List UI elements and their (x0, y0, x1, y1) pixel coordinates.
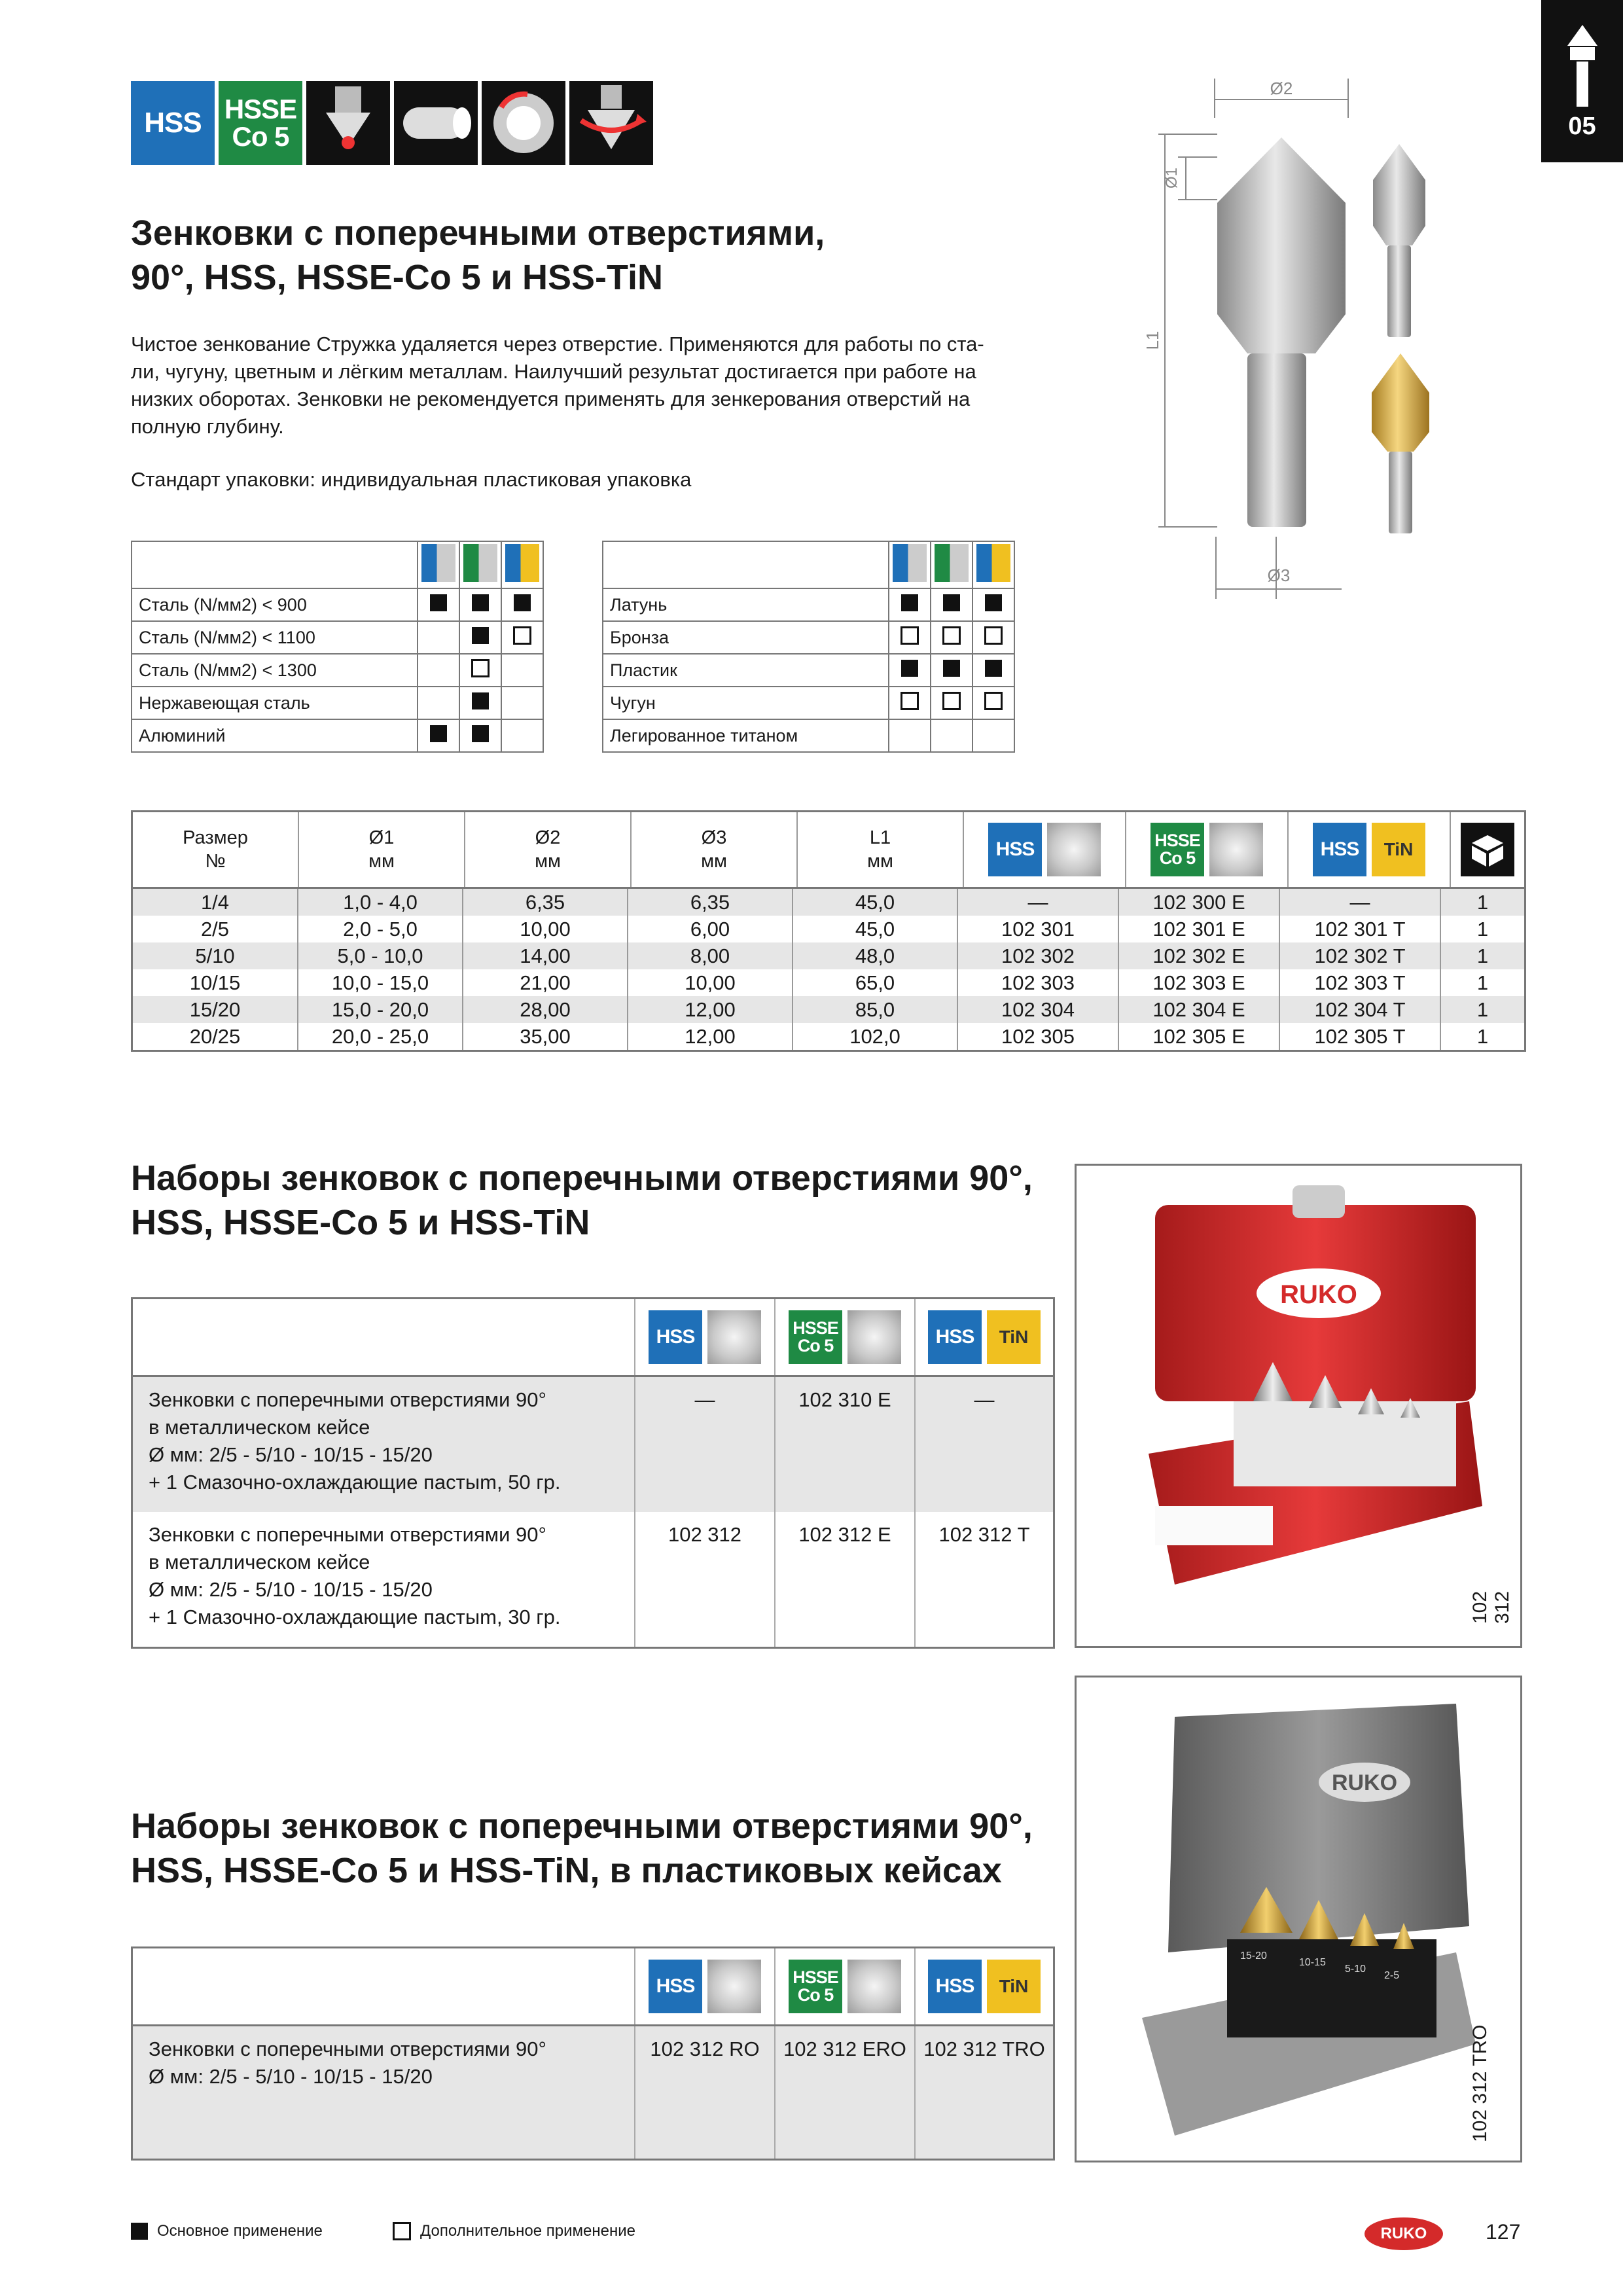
ruko-logo: RUKO (1364, 2217, 1443, 2250)
col-header-hsse: HSSE Co 5 (1125, 812, 1287, 887)
case-logo: RUKO (1331, 1770, 1398, 1795)
material-row: Сталь (N/мм2) < 1100 (132, 621, 543, 654)
set-row: Зенковки с поперечными отверстиями 90° в металлическом кейсе Ø мм: 2/5 - 5/10 - 10/15 - 15/20 + 1 Смазочно-охлаждающие пастыm, 50 гр. — 102 310 E — (133, 1377, 1053, 1512)
tube-section-icon (482, 81, 565, 165)
set-table-metal: HSS HSSE Co 5 HSS TiN Зенковки с поперечными отверстиями 90° в металлическом кейсе Ø мм: 2/5 - 5/10 - 10/15 - 15/20 + 1 Смазочно-охлаждающие пастыm, 50 гр. — 102 310 E — Зенковки с поперечными отверстиями 90° в металлическом кейсе Ø мм: 2/5 - 5/10 - 10/15 - 15/20 + 1 Смазочно-охлаждающие пастыm, 30 гр. 102 312 102 312 E 102 312 T (131, 1297, 1055, 1649)
empty-square-icon (393, 2222, 411, 2240)
col-header-tin: HSS TiN (1287, 812, 1450, 887)
d2-label: Ø2 (1270, 79, 1293, 98)
section2-title: Наборы зенковок с поперечными отверстиями 90°, HSS, HSSE-Co 5 и HSS-TiN (131, 1158, 1033, 1242)
description: Чистое зенкование Стружка удаляется через отверстие. Применяются для работы по ста- ли, чугуну, цветным и лёгким металлам. Наилучший результат достигается при работе на низких оборотах. Зенковки не рекомендуется применять для зенкерования отверстий на полную глубину. (131, 332, 984, 438)
col-header-hss: HSS (963, 812, 1125, 887)
photo-label-102312: 102 312 (1469, 1590, 1513, 1624)
set-row: Зенковки с поперечными отверстиями 90° в металлическом кейсе Ø мм: 2/5 - 5/10 - 10/15 - 15/20 + 1 Смазочно-охлаждающие пастыm, 30 гр. 102 312 102 312 E 102 312 T (133, 1512, 1053, 1647)
material-row: Алюминий (132, 719, 543, 752)
material-row: Сталь (N/мм2) < 1300 (132, 654, 543, 687)
pilot-countersink-icon (306, 81, 390, 165)
hsse-co5-badge: HSSE Co 5 (219, 81, 302, 165)
d3-label: Ø3 (1267, 565, 1291, 585)
case-logo: RUKO (1280, 1280, 1357, 1309)
hss-badge: HSS (131, 81, 215, 165)
table-row: 15/20 15,0 - 20,0 28,00 12,00 85,0 102 304 102 304 E 102 304 T 1 (133, 996, 1524, 1023)
section-number: 05 (1568, 113, 1596, 140)
section-tab (1541, 0, 1623, 162)
material-row: Нержавеющая сталь (132, 687, 543, 719)
hss-swatch (421, 544, 455, 582)
material-row: Сталь (N/мм2) < 900 (132, 588, 543, 621)
d1-label: Ø1 (1163, 167, 1181, 189)
table-row: 5/10 5,0 - 10,0 14,00 8,00 48,0 102 302 102 302 E 102 302 T 1 (133, 942, 1524, 969)
table-row: 1/4 1,0 - 4,0 6,35 6,35 45,0 — 102 300 E — 1 (133, 889, 1524, 916)
tin-swatch (505, 544, 539, 582)
set-row: Зенковки с поперечными отверстиями 90° Ø мм: 2/5 - 5/10 - 10/15 - 15/20 102 312 RO 102 312 ERO 102 312 TRO (133, 2026, 1053, 2159)
col-header-d2: Ø2 мм (464, 812, 630, 887)
material-row: Пластик (603, 654, 1014, 687)
col-header-d3: Ø3 мм (630, 812, 796, 887)
material-row: Латунь (603, 588, 1014, 621)
svg-text:15-20: 15-20 (1240, 1950, 1267, 1962)
col-header-pack (1450, 812, 1524, 887)
materials-table-right (602, 541, 1015, 753)
countersink-tab-icon (1567, 25, 1597, 107)
col-header-l1: L1 мм (796, 812, 963, 887)
package-icon (1461, 823, 1514, 876)
set-table-plastic: HSS HSSE Co 5 HSS TiN Зенковки с поперечными отверстиями 90° Ø мм: 2/5 - 5/10 - 10/15 - 15/20 102 312 RO 102 312 ERO 102 312 TRO (131, 1946, 1055, 2161)
countersink-dimension-diagram (1139, 65, 1453, 602)
packaging-note: Стандарт упаковки: индивидуальная пластиковая упаковка (131, 468, 692, 491)
svg-text:5-10: 5-10 (1345, 1964, 1366, 1975)
round-bar-icon (394, 81, 478, 165)
hsse-swatch (463, 544, 497, 582)
filled-square-icon (131, 2223, 148, 2240)
material-row: Легированное титаном (603, 719, 1014, 752)
col-header-d1: Ø1 мм (298, 812, 464, 887)
table-row: 2/5 2,0 - 5,0 10,00 6,00 45,0 102 301 102 301 E 102 301 T 1 (133, 916, 1524, 942)
legend-secondary: Дополнительное применение (393, 2222, 635, 2240)
material-row: Чугун (603, 687, 1014, 719)
table-row: 20/25 20,0 - 25,0 35,00 12,00 102,0 102 305 102 305 E 102 305 T 1 (133, 1023, 1524, 1050)
materials-table-left (131, 541, 544, 753)
section3-title: Наборы зенковок с поперечными отверстиями 90°, HSS, HSSE-Co 5 и HSS-TiN, в пластиковых кейсах (131, 1806, 1033, 1890)
l1-label: L1 (1143, 331, 1162, 350)
rotating-countersink-icon (569, 81, 653, 165)
material-row: Бронза (603, 621, 1014, 654)
photo-label-102312tro: 102 312 TRO (1469, 2024, 1491, 2142)
product-table (131, 810, 1526, 1052)
svg-text:2-5: 2-5 (1384, 1970, 1400, 1981)
page-number: 127 (1486, 2220, 1521, 2244)
table-row: 10/15 10,0 - 15,0 21,00 10,00 65,0 102 303 102 303 E 102 303 T 1 (133, 969, 1524, 996)
page-title: Зенковки с поперечными отверстиями, 90°, HSS, HSSE-Co 5 и HSS-TiN (131, 213, 825, 297)
col-header-size: Размер № (183, 827, 248, 872)
svg-text:10-15: 10-15 (1299, 1957, 1326, 1968)
legend-primary: Основное применение (131, 2222, 323, 2240)
product-photo-plastic-case (1075, 1676, 1522, 2162)
product-photo-metal-case (1075, 1164, 1522, 1648)
